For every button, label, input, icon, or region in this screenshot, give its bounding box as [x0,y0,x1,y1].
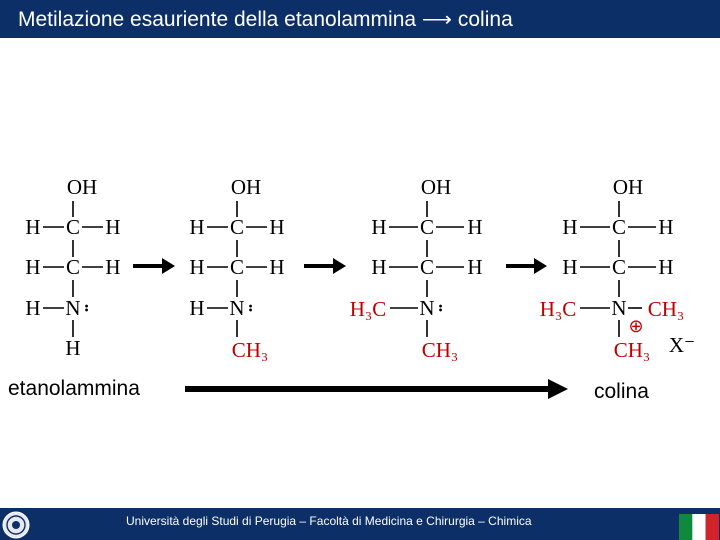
methyl-group: CH₃ [647,297,685,321]
methyl-group: CH₃ [613,338,651,362]
lone-pair: •• [80,304,92,312]
methyl-group: H₃C [539,297,577,321]
c-atom: C [611,255,627,279]
methyl-group: CH₃ [421,338,459,362]
hydroxyl-label: OH [420,175,452,199]
h-atom: H [269,215,285,239]
reaction-arrow [133,258,175,274]
h-atom: H [25,215,41,239]
h-atom: H [562,255,578,279]
methyl-group: H₃C [349,297,387,321]
overall-arrow [185,379,568,399]
c-atom: C [419,215,435,239]
h-atom: H [189,296,205,320]
methyl-group: CH₃ [231,338,269,362]
h-atom: H [467,215,483,239]
reaction-arrow [506,258,547,274]
c-atom: C [65,255,81,279]
h-atom: H [105,215,121,239]
h-atom: H [658,215,674,239]
molecule-choline [540,175,695,362]
label-etanolammina: etanolammina [8,377,140,400]
c-atom: C [611,215,627,239]
title-text-end: colina [457,8,513,31]
c-atom: C [419,255,435,279]
h-atom: H [189,255,205,279]
h-atom: H [105,255,121,279]
hydroxyl-label: OH [230,175,262,199]
n-atom: N [419,296,435,320]
counter-anion: X⁻ [668,333,696,357]
h-atom: H [467,255,483,279]
molecule-methylethanolamine [189,175,284,362]
h-atom: H [269,255,285,279]
title-arrow: ⟶ [421,8,453,31]
hydroxyl-label: OH [66,175,98,199]
n-atom: N [65,296,81,320]
n-atom: N [229,296,245,320]
c-atom: C [229,215,245,239]
h-atom: H [65,336,81,360]
positive-charge: ⊕ [628,316,644,336]
italian-flag-icon [679,514,719,540]
title-text-start: Metilazione esauriente della etanolammina [18,8,417,31]
h-atom: H [25,296,41,320]
c-atom: C [65,215,81,239]
h-atom: H [658,255,674,279]
h-atom: H [371,215,387,239]
molecule-dimethylethanolamine [350,175,483,362]
hydroxyl-label: OH [612,175,644,199]
footer-text: Università degli Studi di Perugia – Facoltà di Medicina e Chirurgia – Chimica [126,514,532,528]
lone-pair: •• [434,304,446,312]
university-seal-icon [2,511,30,539]
n-atom: N [611,296,627,320]
footer-bar [0,508,720,540]
label-colina: colina [594,380,649,403]
h-atom: H [562,215,578,239]
molecule-ethanolamine [25,175,120,360]
reaction-arrow [304,258,346,274]
h-atom: H [371,255,387,279]
c-atom: C [229,255,245,279]
h-atom: H [189,215,205,239]
h-atom: H [25,255,41,279]
lone-pair: •• [244,304,256,312]
